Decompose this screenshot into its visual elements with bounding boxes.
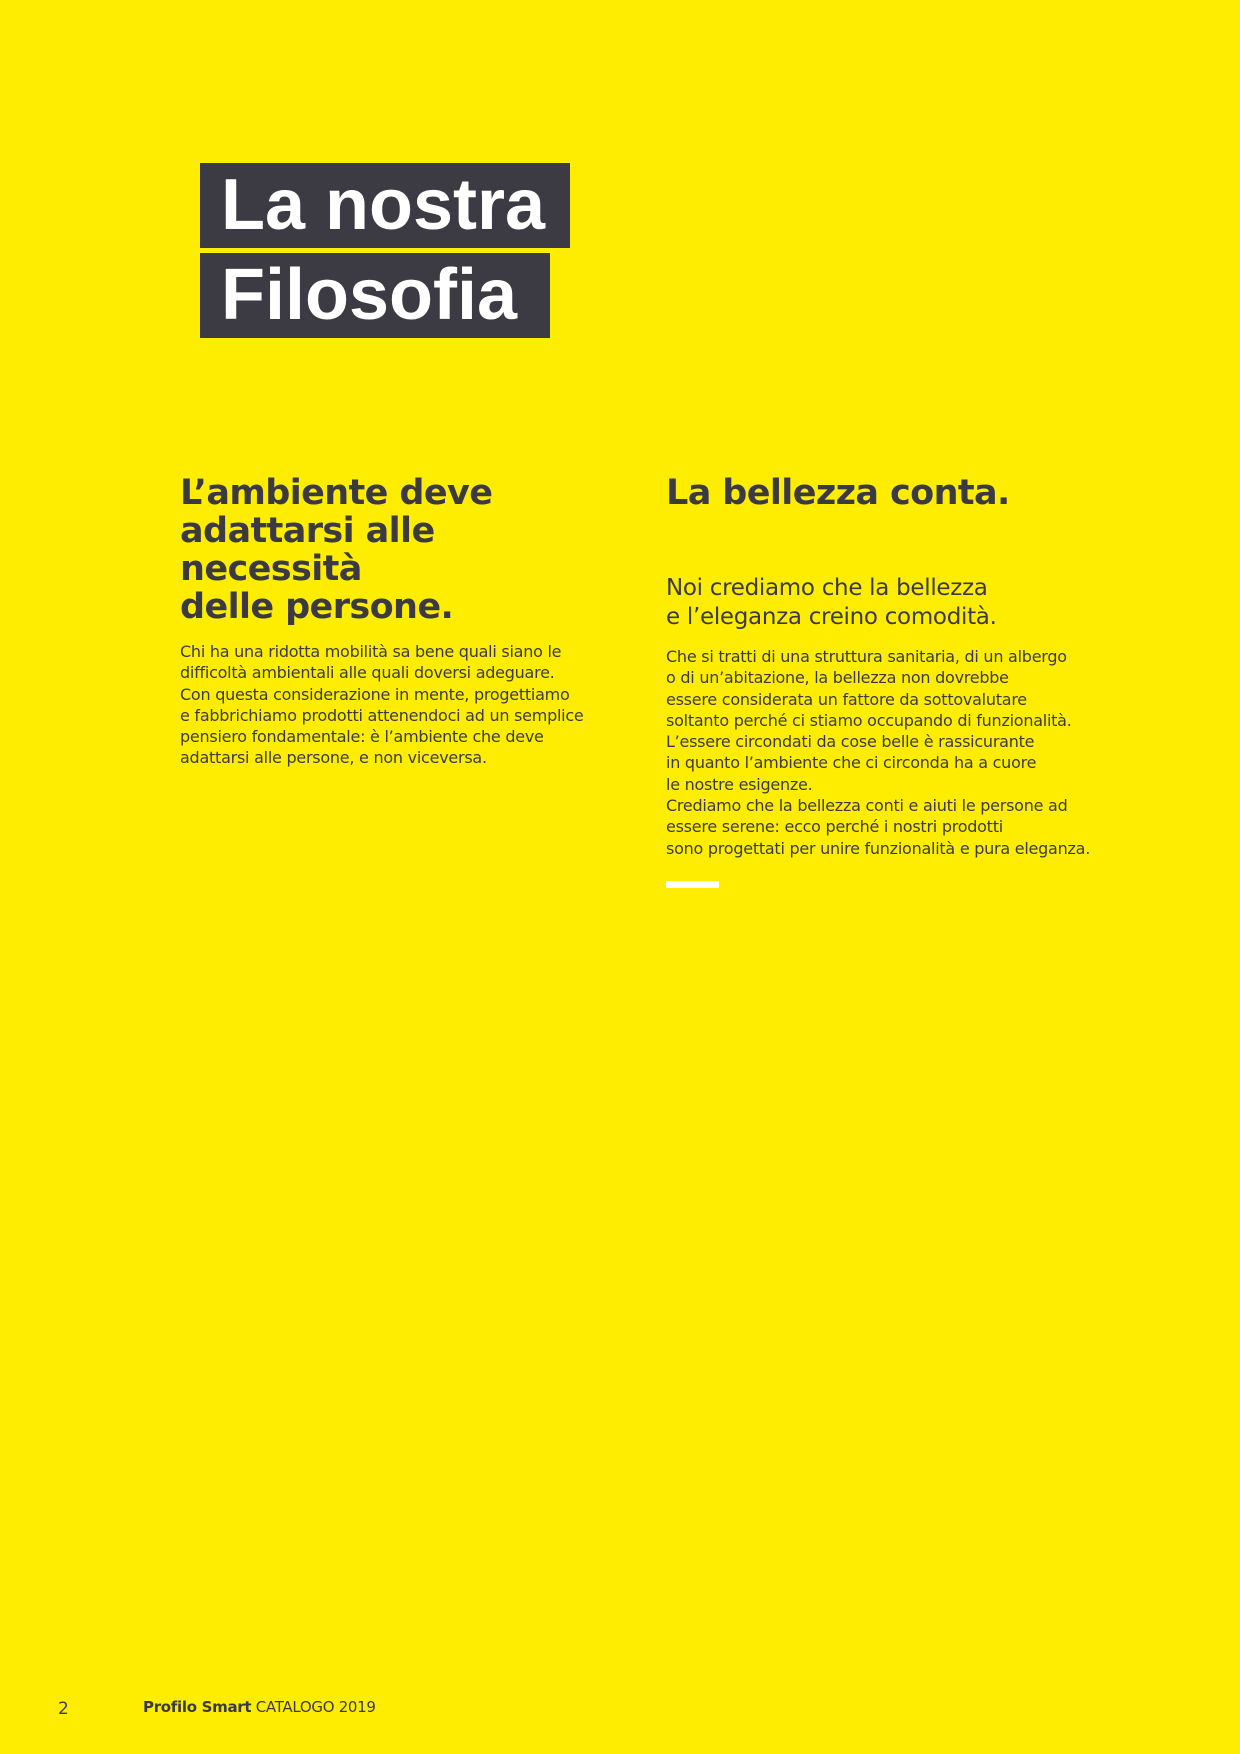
right-body-text: Che si tratti di una struttura sanitaria, di un albergo o di un’abitazione, la bellezza non dovrebbe essere considerata un fattore da sottovalutare soltanto perché ci stiamo occupando di funzionalità. L’essere circondati da cose belle è rassicurante in quanto l’ambiente che ci circonda ha a cuore le nostre esigenze. Crediamo che la bellezza conti e aiuti le persone ad essere serene: ecco perché i nostri prodotti sono progettati per unire funzionalità e pura eleganza. xyxy=(666,647,1091,858)
footer-brand-name: Profilo Smart xyxy=(143,1698,252,1716)
left-body-text: Chi ha una ridotta mobilità sa bene quali siano le difficoltà ambientali alle quali doversi adeguare. Con questa considerazione in mente, progettiamo e fabbrichiamo prodotti attenendoci ad un semplice pensiero fondamentale: è l’ambiente che deve adattarsi alle persone, e non viceversa. xyxy=(180,642,584,768)
right-intro: Noi crediamo che la bellezza e l’eleganza creino comodità. xyxy=(666,575,997,630)
right-heading: La bellezza conta. xyxy=(666,473,1010,513)
title-line-2: Filosofia xyxy=(200,253,550,338)
left-column xyxy=(180,473,600,768)
page-title xyxy=(200,163,570,338)
title-line-1: La nostra xyxy=(200,163,570,248)
left-heading: L’ambiente deve adattarsi alle necessità delle persone. xyxy=(180,473,493,627)
footer-catalog: CATALOGO 2019 xyxy=(255,1698,376,1716)
right-column xyxy=(666,473,1091,858)
footer-brand xyxy=(143,1697,376,1717)
page-number: 2 xyxy=(58,1699,69,1719)
accent-bar xyxy=(666,881,719,888)
